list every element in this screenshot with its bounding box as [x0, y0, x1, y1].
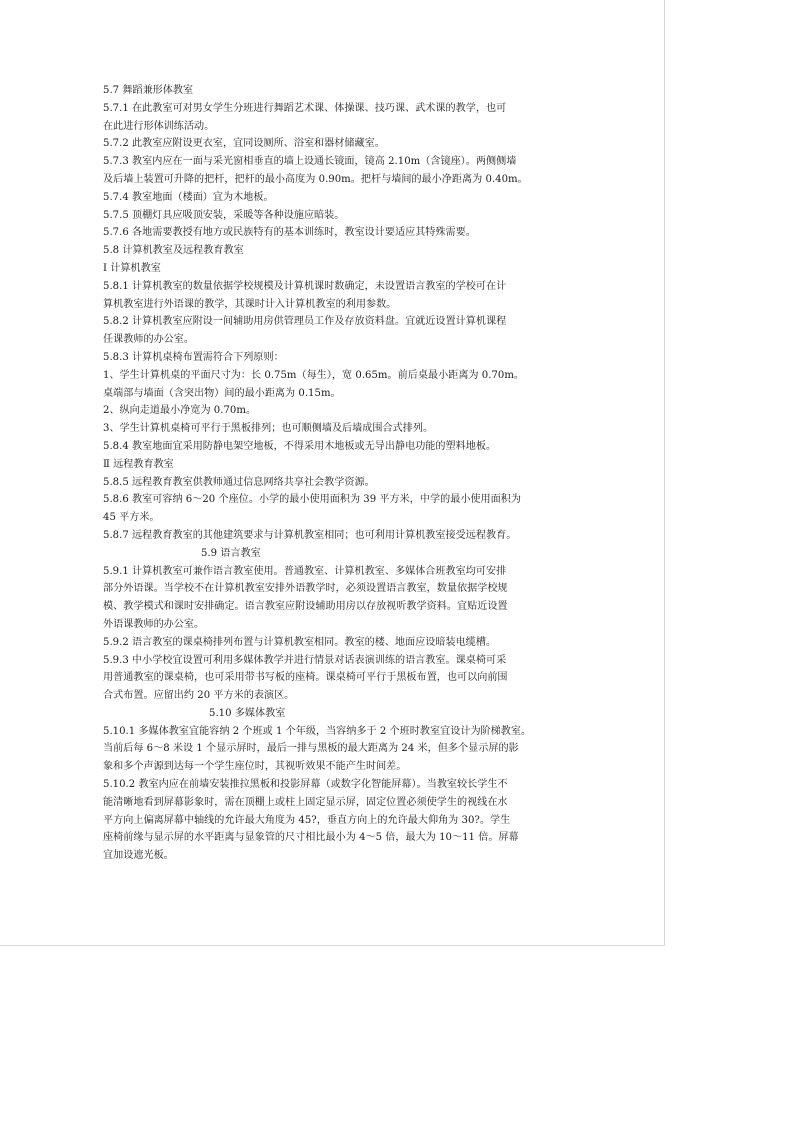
paragraph-line: 象和多个声源到达每一个学生座位时，其视听效果不能产生时间差。 — [103, 761, 407, 773]
paragraph-line: 外语课教师的办公室。 — [103, 618, 205, 630]
paragraph-line: 模、教学模式和课时安排确定。语言教室应附设辅助用房以存放视听教学资料。宜贴近设置 — [103, 601, 508, 613]
paragraph-line: 5.8.2 计算机教室应附设一间辅助用房供管理员工作及存放资料盘。宜就近设置计算机课程 — [103, 316, 507, 328]
paragraph-line: 5.8.7 远程教育教室的其他建筑要求与计算机教室相同；也可利用计算机教室接受远程教育。 — [103, 529, 517, 541]
section-heading-5-7: 5.7 舞蹈兼形体教室 — [103, 85, 194, 96]
subsection-heading: Ⅰ 计算机教室 — [103, 262, 161, 274]
paragraph-line: 5.8.1 计算机教室的数量依据学校规模及计算机课时数确定，未设置语言教室的学校可在计 — [103, 280, 507, 292]
paragraph-line: 部分外语课。当学校不在计算机教室安排外语教学时，必须设置语言教室，数量依据学校规 — [103, 583, 508, 595]
paragraph-line: 5.7.5 顶棚灯具应吸顶安装，采暖等各种设施应暗装。 — [103, 209, 345, 221]
paragraph-line: 5.10.2 教室内应在前墙安装推拉黑板和投影屏幕（或数字化智能屏幕）。当教室较长学生不 — [103, 779, 508, 791]
paragraph-line: 用普通教室的课桌椅，也可采用带书写板的座椅。课桌椅可平行于黑板布置，也可以向前围 — [103, 672, 508, 684]
subsection-heading: Ⅱ 远程教育教室 — [103, 458, 174, 470]
paragraph-line: 合式布置。应留出约 20 平方米的表演区。 — [103, 690, 295, 702]
section-heading-5-8: 5.8 计算机教室及远程教育教室 — [103, 245, 244, 257]
paragraph-line: 任课教师的办公室。 — [103, 334, 195, 346]
paragraph-line: 能清晰地看到屏幕影象时，需在顶棚上或柱上固定显示屏，固定位置必须使学生的视线在水 — [103, 796, 508, 808]
paragraph-line: 5.7.3 教室内应在一面与采光窗相垂直的墙上设通长镜面，镜高 2.10m（含镜座）。两侧侧墙 — [103, 156, 517, 168]
paragraph-line: 平方向上偏离屏幕中轴线的允许最大角度为 45?，垂直方向上的允许最大仰角为 30?。学生 — [103, 814, 511, 826]
paragraph-line: 45 平方米。 — [103, 512, 160, 524]
paragraph-line: 在此进行形体训练活动。 — [103, 120, 215, 132]
paragraph-line: 5.7.6 各地需要教授有地方或民族特有的基本训练时，教室设计要适应其特殊需要。 — [103, 227, 476, 239]
list-item: 1、学生计算机桌的平面尺寸为：长 0.75m（每生），宽 0.65m。前后桌最小距离为 0.70m。 — [103, 369, 525, 381]
paragraph-line: 5.7.2 此教室应附设更衣室，宜同设厕所、浴室和器材储藏室。 — [103, 138, 385, 150]
list-item: 3、学生计算机桌椅可平行于黑板排列；也可顺侧墙及后墙成围合式排列。 — [103, 423, 434, 435]
paragraph-line: 5.9.1 计算机教室可兼作语言教室使用。普通教室、计算机教室、多媒体合班教室均可安排 — [103, 565, 507, 577]
paragraph-line: 5.10.1 多媒体教室宜能容纳 2 个班或 1 个年级，当容纳多于 2 个班时教室宜设计为阶梯教室。 — [103, 725, 532, 737]
paragraph-line: 5.8.5 远程教育教室供教师通过信息网络共享社会教学资源。 — [103, 476, 375, 488]
paragraph-line: 5.7.1 在此教室可对男女学生分班进行舞蹈艺术课、体操课、技巧课、武术课的教学，也可 — [103, 102, 507, 114]
paragraph-line: 5.9.2 语言教室的课桌椅排列布置与计算机教室相同。教室的楼、地面应设暗装电缆槽。 — [103, 636, 497, 648]
list-item: 2、纵向走道最小净宽为 0.70m。 — [103, 405, 257, 417]
paragraph-line: 5.9.3 中小学校宜设置可利用多媒体教学并进行情景对话表演训练的语言教室。课桌椅可采 — [103, 654, 507, 666]
document-body — [103, 82, 573, 865]
paragraph-line: 5.8.6 教室可容纳 6～20 个座位。小学的最小使用面积为 39 平方米，中学的最小使用面积为 — [103, 494, 522, 506]
paragraph-line: 5.8.4 教室地面宜采用防静电架空地板，不得采用木地板或无导出静电功能的塑料地板。 — [103, 440, 497, 452]
paragraph-line: 5.7.4 教室地面（楼面）宜为木地板。 — [103, 191, 274, 203]
paragraph-line: 桌端部与墙面（含突出物）间的最小距离为 0.15m。 — [103, 387, 341, 399]
paragraph-line: 宜加设遮光板。 — [103, 850, 174, 862]
paragraph-line: 算机教室进行外语课的教学，其课时计入计算机教室的利用参数。 — [103, 298, 397, 310]
paragraph-line: 当前后每 6～8 米设 1 个显示屏时，最后一排与黑板的最大距离为 24 米，但多个显示屏的影 — [103, 743, 519, 755]
paragraph-line: 5.8.3 计算机桌椅布置需符合下列原则： — [103, 351, 284, 363]
paragraph-line: 及后墙上装置可升降的把杆，把杆的最小高度为 0.90m。把杆与墙间的最小净距离为 0.40m。 — [103, 173, 528, 185]
section-heading-5-10: 5.10 多媒体教室 — [209, 707, 286, 719]
paragraph-line: 座椅前缘与显示屏的水平距离与显象管的尺寸相比最小为 4～5 倍，最大为 10～11 倍。屏幕 — [103, 832, 519, 844]
section-heading-5-9: 5.9 语言教室 — [201, 547, 261, 559]
